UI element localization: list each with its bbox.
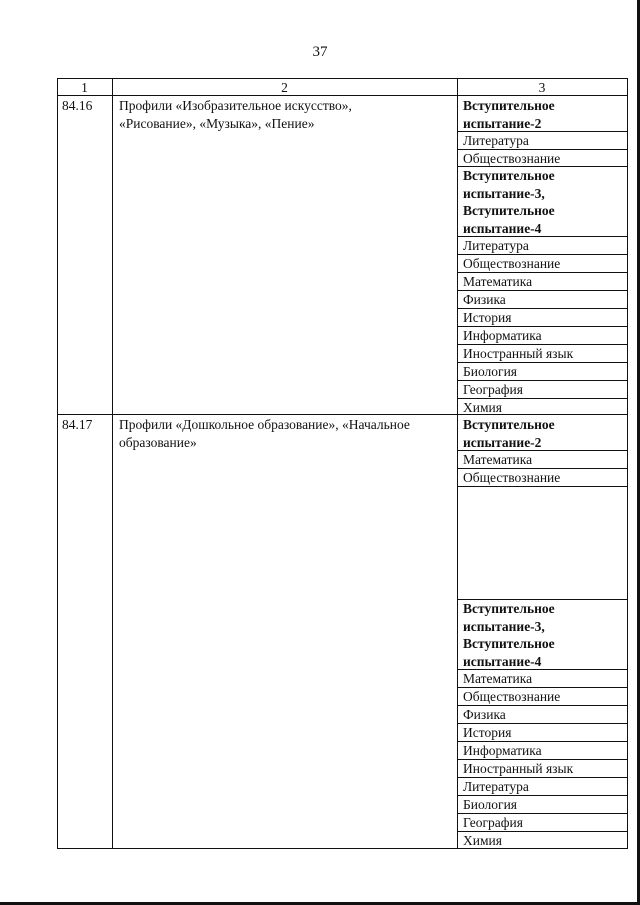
row-code: 84.17 <box>62 417 93 432</box>
requirement-item: Информатика <box>463 743 542 758</box>
requirement-item: Вступительное <box>463 601 555 616</box>
requirement-item: Обществознание <box>463 256 561 271</box>
row-description-line: Профили «Изобразительное искусство», <box>119 98 352 113</box>
page-number: 37 <box>312 44 328 60</box>
header-col-2: 2 <box>281 80 288 95</box>
requirement-item: История <box>463 725 512 740</box>
requirement-item: География <box>463 815 523 830</box>
requirement-item: испытание-2 <box>463 115 542 131</box>
requirement-item: Вступительное <box>463 98 555 113</box>
requirement-item: испытание-3, <box>463 618 545 634</box>
requirement-item: Вступительное <box>463 417 555 432</box>
requirement-item: испытание-2 <box>463 434 542 450</box>
header-col-1: 1 <box>81 80 88 95</box>
requirement-item: Математика <box>463 452 533 467</box>
requirement-item: Физика <box>463 292 506 307</box>
requirement-item: Иностранный язык <box>463 346 574 361</box>
requirement-item: испытание-4 <box>463 653 542 669</box>
table-divider-2 <box>457 78 458 848</box>
requirement-item: Обществознание <box>463 689 561 704</box>
requirement-item: Химия <box>463 833 502 848</box>
requirement-item: Литература <box>463 238 529 253</box>
requirement-item: Вступительное <box>463 203 555 218</box>
row-separator <box>57 414 628 415</box>
requirement-item: Обществознание <box>463 151 561 166</box>
table-bottom-border <box>57 848 628 849</box>
requirement-item: Литература <box>463 779 529 794</box>
table-divider-1 <box>112 78 113 848</box>
requirement-item: Математика <box>463 274 533 289</box>
header-col-3: 3 <box>538 80 546 95</box>
requirement-item: География <box>463 382 523 397</box>
row-description-line: образование» <box>119 434 197 450</box>
row-description-line: «Рисование», «Музыка», «Пение» <box>119 115 315 131</box>
requirement-item: Вступительное <box>463 168 555 183</box>
requirement-item: История <box>463 310 512 325</box>
requirement-item: испытание-4 <box>463 220 542 236</box>
requirement-item: Вступительное <box>463 636 555 651</box>
requirement-item: Информатика <box>463 328 542 343</box>
requirement-item: Химия <box>463 400 502 415</box>
requirement-item: Физика <box>463 707 506 722</box>
requirement-item: Биология <box>463 797 518 812</box>
row-code: 84.16 <box>62 98 93 113</box>
table-border-right <box>627 78 628 848</box>
requirement-item: Математика <box>463 671 533 686</box>
requirement-item: Иностранный язык <box>463 761 574 776</box>
requirement-item: Биология <box>463 364 518 379</box>
requirement-item: испытание-3, <box>463 185 545 201</box>
table-border-left <box>57 78 58 848</box>
requirement-item: Литература <box>463 133 529 148</box>
row-description-line: Профили «Дошкольное образование», «Начальное <box>119 417 410 432</box>
requirement-item: Обществознание <box>463 470 561 485</box>
